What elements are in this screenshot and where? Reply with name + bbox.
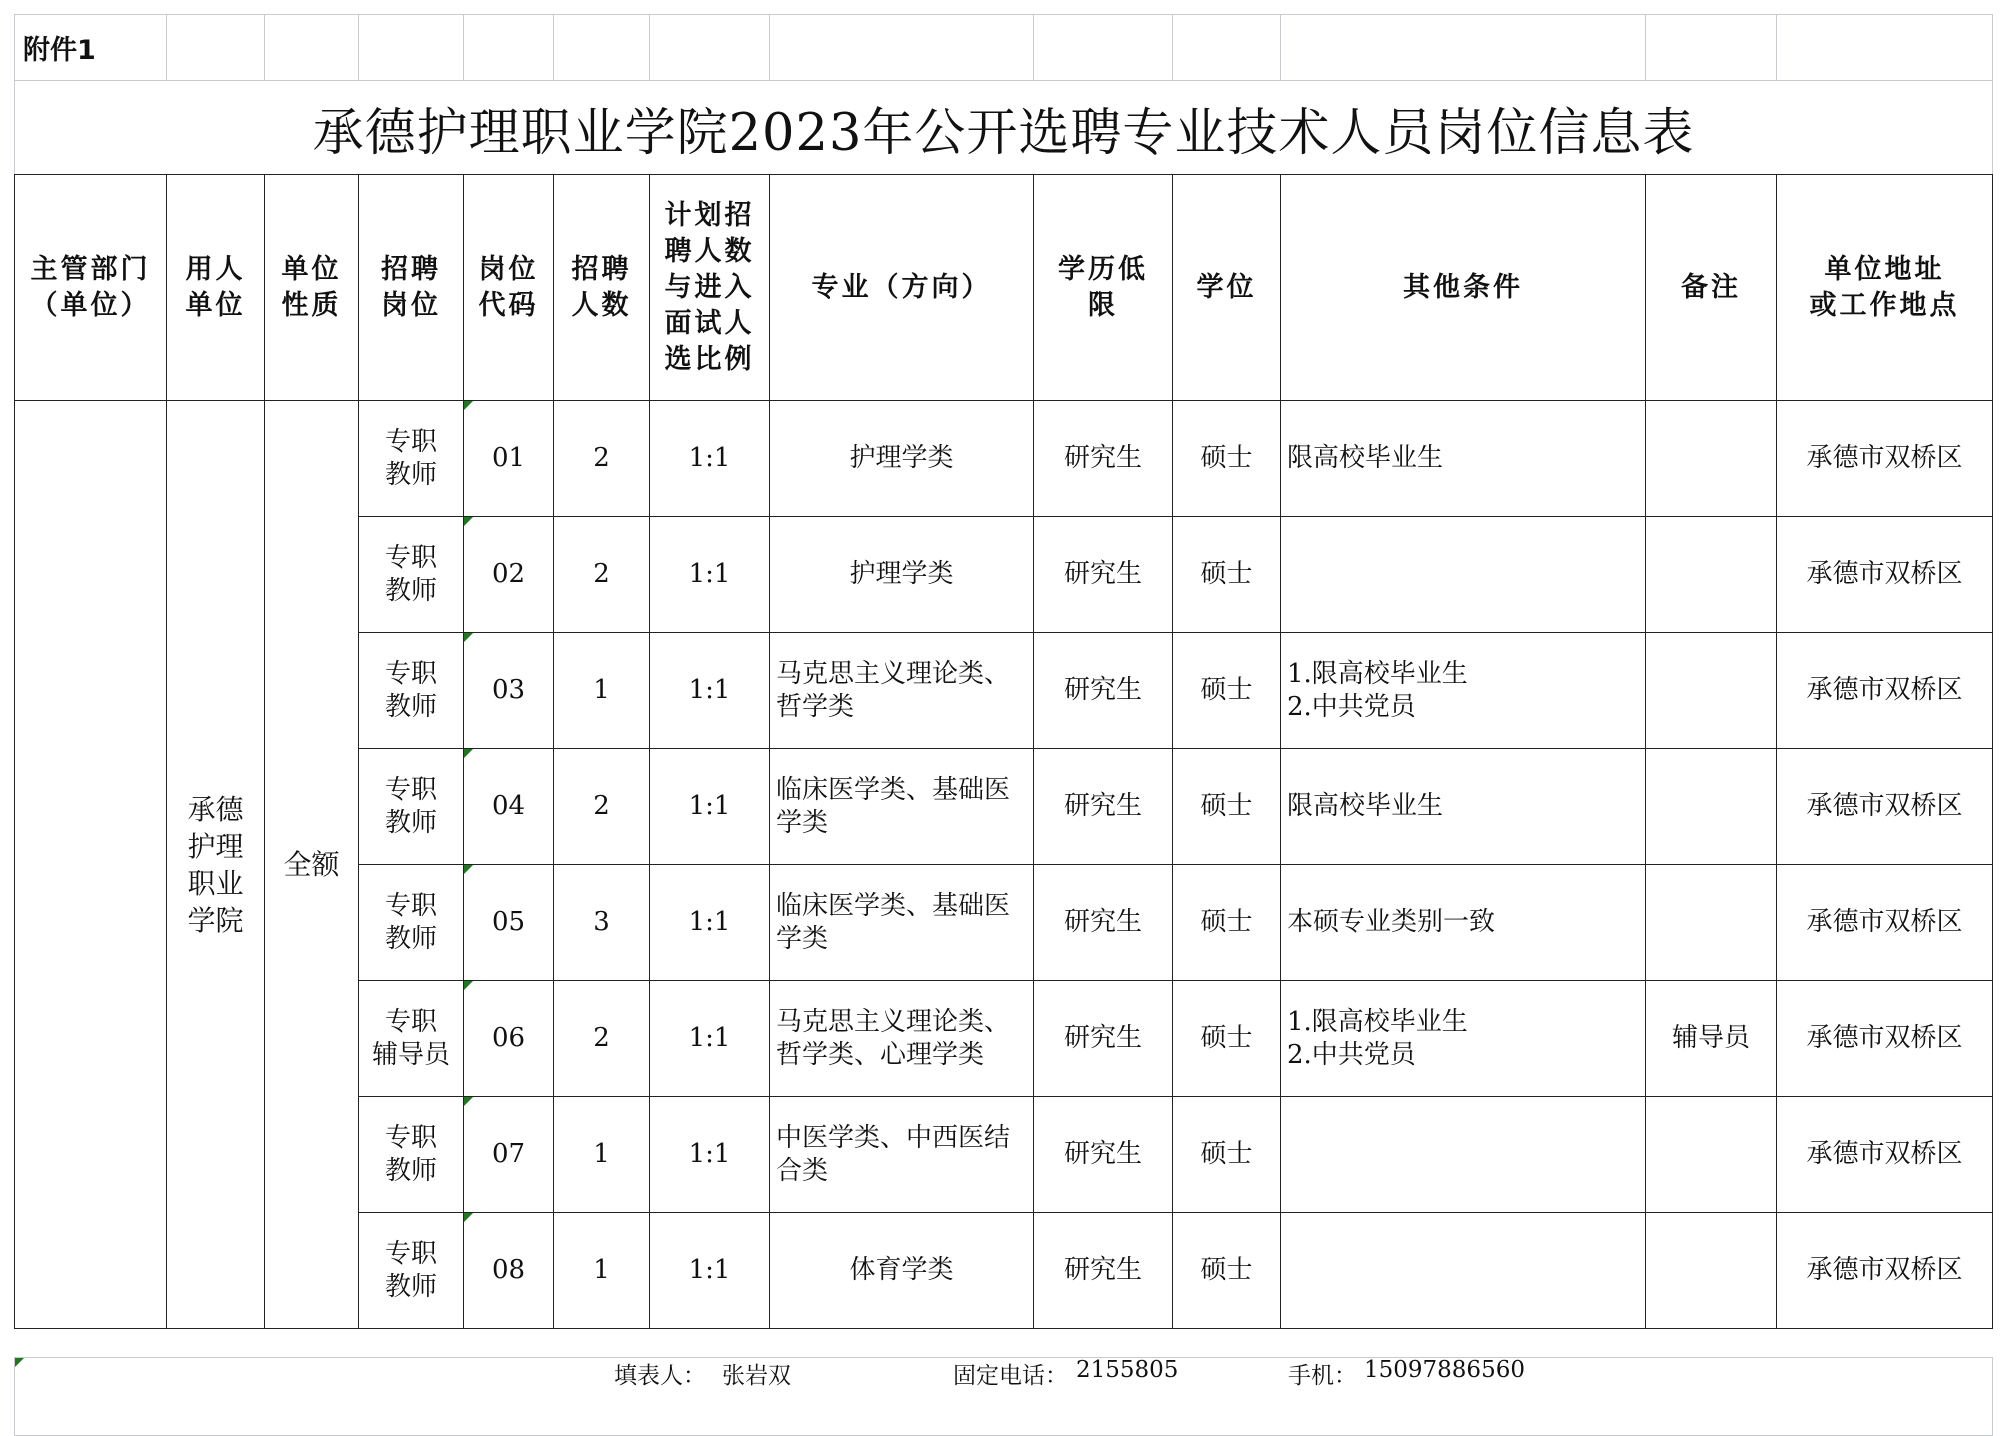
header-remark[interactable]: 备注 [1646, 175, 1777, 401]
code-cell[interactable]: 04 [464, 749, 554, 865]
education-cell[interactable]: 研究生 [1034, 401, 1173, 517]
other-conditions-cell[interactable] [1281, 1097, 1646, 1213]
degree-cell[interactable]: 硕士 [1173, 981, 1281, 1097]
degree-cell[interactable]: 硕士 [1173, 517, 1281, 633]
header-row [15, 175, 1993, 401]
address-cell[interactable]: 承德市双桥区 [1777, 981, 1993, 1097]
address-cell[interactable]: 承德市双桥区 [1777, 517, 1993, 633]
filler-label: 填表人： [614, 1363, 706, 1389]
header-nature[interactable]: 单位 性质 [265, 175, 359, 401]
count-cell[interactable]: 2 [554, 749, 650, 865]
code-cell[interactable]: 02 [464, 517, 554, 633]
phone-label: 固定电话： [953, 1363, 1068, 1389]
attachment-label[interactable]: 附件1 [15, 15, 167, 81]
position-cell[interactable]: 专职 教师 [359, 517, 464, 633]
remark-cell[interactable] [1646, 1213, 1777, 1329]
remark-cell[interactable] [1646, 749, 1777, 865]
count-cell[interactable]: 3 [554, 865, 650, 981]
ratio-cell[interactable]: 1:1 [650, 1213, 770, 1329]
header-count[interactable]: 招聘 人数 [554, 175, 650, 401]
header-dept[interactable]: 主管部门 （单位） [15, 175, 167, 401]
spreadsheet [14, 14, 1993, 1329]
major-cell[interactable]: 中医学类、中西医结 合类 [770, 1097, 1034, 1213]
remark-cell[interactable] [1646, 633, 1777, 749]
code-cell[interactable]: 01 [464, 401, 554, 517]
remark-cell[interactable] [1646, 401, 1777, 517]
ratio-cell[interactable]: 1:1 [650, 1097, 770, 1213]
count-cell[interactable]: 2 [554, 401, 650, 517]
address-cell[interactable]: 承德市双桥区 [1777, 749, 1993, 865]
ratio-cell[interactable]: 1:1 [650, 517, 770, 633]
header-code[interactable]: 岗位 代码 [464, 175, 554, 401]
degree-cell[interactable]: 硕士 [1173, 865, 1281, 981]
position-cell[interactable]: 专职 教师 [359, 1213, 464, 1329]
count-cell[interactable]: 2 [554, 517, 650, 633]
code-cell[interactable]: 06 [464, 981, 554, 1097]
phone-number: 2155805 [1076, 1357, 1179, 1383]
major-cell[interactable]: 马克思主义理论类、 哲学类、心理学类 [770, 981, 1034, 1097]
degree-cell[interactable]: 硕士 [1173, 1097, 1281, 1213]
remark-cell[interactable] [1646, 517, 1777, 633]
unit-nature-cell[interactable]: 全额 [265, 401, 359, 1329]
header-major[interactable]: 专业（方向） [770, 175, 1034, 401]
major-cell[interactable]: 护理学类 [770, 401, 1034, 517]
address-cell[interactable]: 承德市双桥区 [1777, 865, 1993, 981]
education-cell[interactable]: 研究生 [1034, 1213, 1173, 1329]
count-cell[interactable]: 2 [554, 981, 650, 1097]
header-degree[interactable]: 学位 [1173, 175, 1281, 401]
position-cell[interactable]: 专职 教师 [359, 749, 464, 865]
remark-cell[interactable] [1646, 1097, 1777, 1213]
count-cell[interactable]: 1 [554, 1097, 650, 1213]
other-conditions-cell[interactable] [1281, 517, 1646, 633]
education-cell[interactable]: 研究生 [1034, 981, 1173, 1097]
degree-cell[interactable]: 硕士 [1173, 1213, 1281, 1329]
major-cell[interactable]: 临床医学类、基础医 学类 [770, 749, 1034, 865]
mobile-number: 15097886560 [1364, 1357, 1525, 1383]
major-cell[interactable]: 体育学类 [770, 1213, 1034, 1329]
other-conditions-cell[interactable]: 本硕专业类别一致 [1281, 865, 1646, 981]
ratio-cell[interactable]: 1:1 [650, 981, 770, 1097]
degree-cell[interactable]: 硕士 [1173, 401, 1281, 517]
remark-cell[interactable] [1646, 865, 1777, 981]
address-cell[interactable]: 承德市双桥区 [1777, 1097, 1993, 1213]
address-cell[interactable]: 承德市双桥区 [1777, 401, 1993, 517]
mobile-label: 手机： [1288, 1363, 1357, 1389]
table-row [15, 401, 1993, 517]
count-cell[interactable]: 1 [554, 633, 650, 749]
remark-cell[interactable]: 辅导员 [1646, 981, 1777, 1097]
other-conditions-cell[interactable]: 1.限高校毕业生 2.中共党员 [1281, 981, 1646, 1097]
degree-cell[interactable]: 硕士 [1173, 633, 1281, 749]
education-cell[interactable]: 研究生 [1034, 1097, 1173, 1213]
address-cell[interactable]: 承德市双桥区 [1777, 1213, 1993, 1329]
education-cell[interactable]: 研究生 [1034, 633, 1173, 749]
employer-cell[interactable]: 承德 护理 职业 学院 [167, 401, 265, 1329]
position-cell[interactable]: 专职 教师 [359, 1097, 464, 1213]
ratio-cell[interactable]: 1:1 [650, 633, 770, 749]
header-address[interactable]: 单位地址 或工作地点 [1777, 175, 1993, 401]
degree-cell[interactable]: 硕士 [1173, 749, 1281, 865]
education-cell[interactable]: 研究生 [1034, 749, 1173, 865]
position-info-table [14, 14, 1993, 1329]
position-cell[interactable]: 专职 教师 [359, 865, 464, 981]
other-conditions-cell[interactable]: 1.限高校毕业生 2.中共党员 [1281, 633, 1646, 749]
position-cell[interactable]: 专职 教师 [359, 401, 464, 517]
filler-name: 张岩双 [722, 1363, 791, 1389]
count-cell[interactable]: 1 [554, 1213, 650, 1329]
major-cell[interactable]: 马克思主义理论类、 哲学类 [770, 633, 1034, 749]
address-cell[interactable]: 承德市双桥区 [1777, 633, 1993, 749]
header-education[interactable]: 学历低 限 [1034, 175, 1173, 401]
code-cell[interactable]: 08 [464, 1213, 554, 1329]
position-cell[interactable]: 专职 教师 [359, 633, 464, 749]
header-employer[interactable]: 用人 单位 [167, 175, 265, 401]
code-cell[interactable]: 03 [464, 633, 554, 749]
other-conditions-cell[interactable]: 限高校毕业生 [1281, 749, 1646, 865]
code-cell[interactable]: 07 [464, 1097, 554, 1213]
code-cell[interactable]: 05 [464, 865, 554, 981]
ratio-cell[interactable]: 1:1 [650, 865, 770, 981]
ratio-cell[interactable]: 1:1 [650, 401, 770, 517]
header-position[interactable]: 招聘 岗位 [359, 175, 464, 401]
header-other[interactable]: 其他条件 [1281, 175, 1646, 401]
other-conditions-cell[interactable]: 限高校毕业生 [1281, 401, 1646, 517]
page-title[interactable]: 承德护理职业学院2023年公开选聘专业技术人员岗位信息表 [15, 81, 1993, 175]
education-cell[interactable]: 研究生 [1034, 865, 1173, 981]
ratio-cell[interactable]: 1:1 [650, 749, 770, 865]
education-cell[interactable]: 研究生 [1034, 517, 1173, 633]
position-cell[interactable]: 专职 辅导员 [359, 981, 464, 1097]
header-ratio[interactable]: 计划招 聘人数 与进入 面试人 选比例 [650, 175, 770, 401]
dept-cell[interactable] [15, 401, 167, 1329]
major-cell[interactable]: 护理学类 [770, 517, 1034, 633]
major-cell[interactable]: 临床医学类、基础医 学类 [770, 865, 1034, 981]
other-conditions-cell[interactable] [1281, 1213, 1646, 1329]
